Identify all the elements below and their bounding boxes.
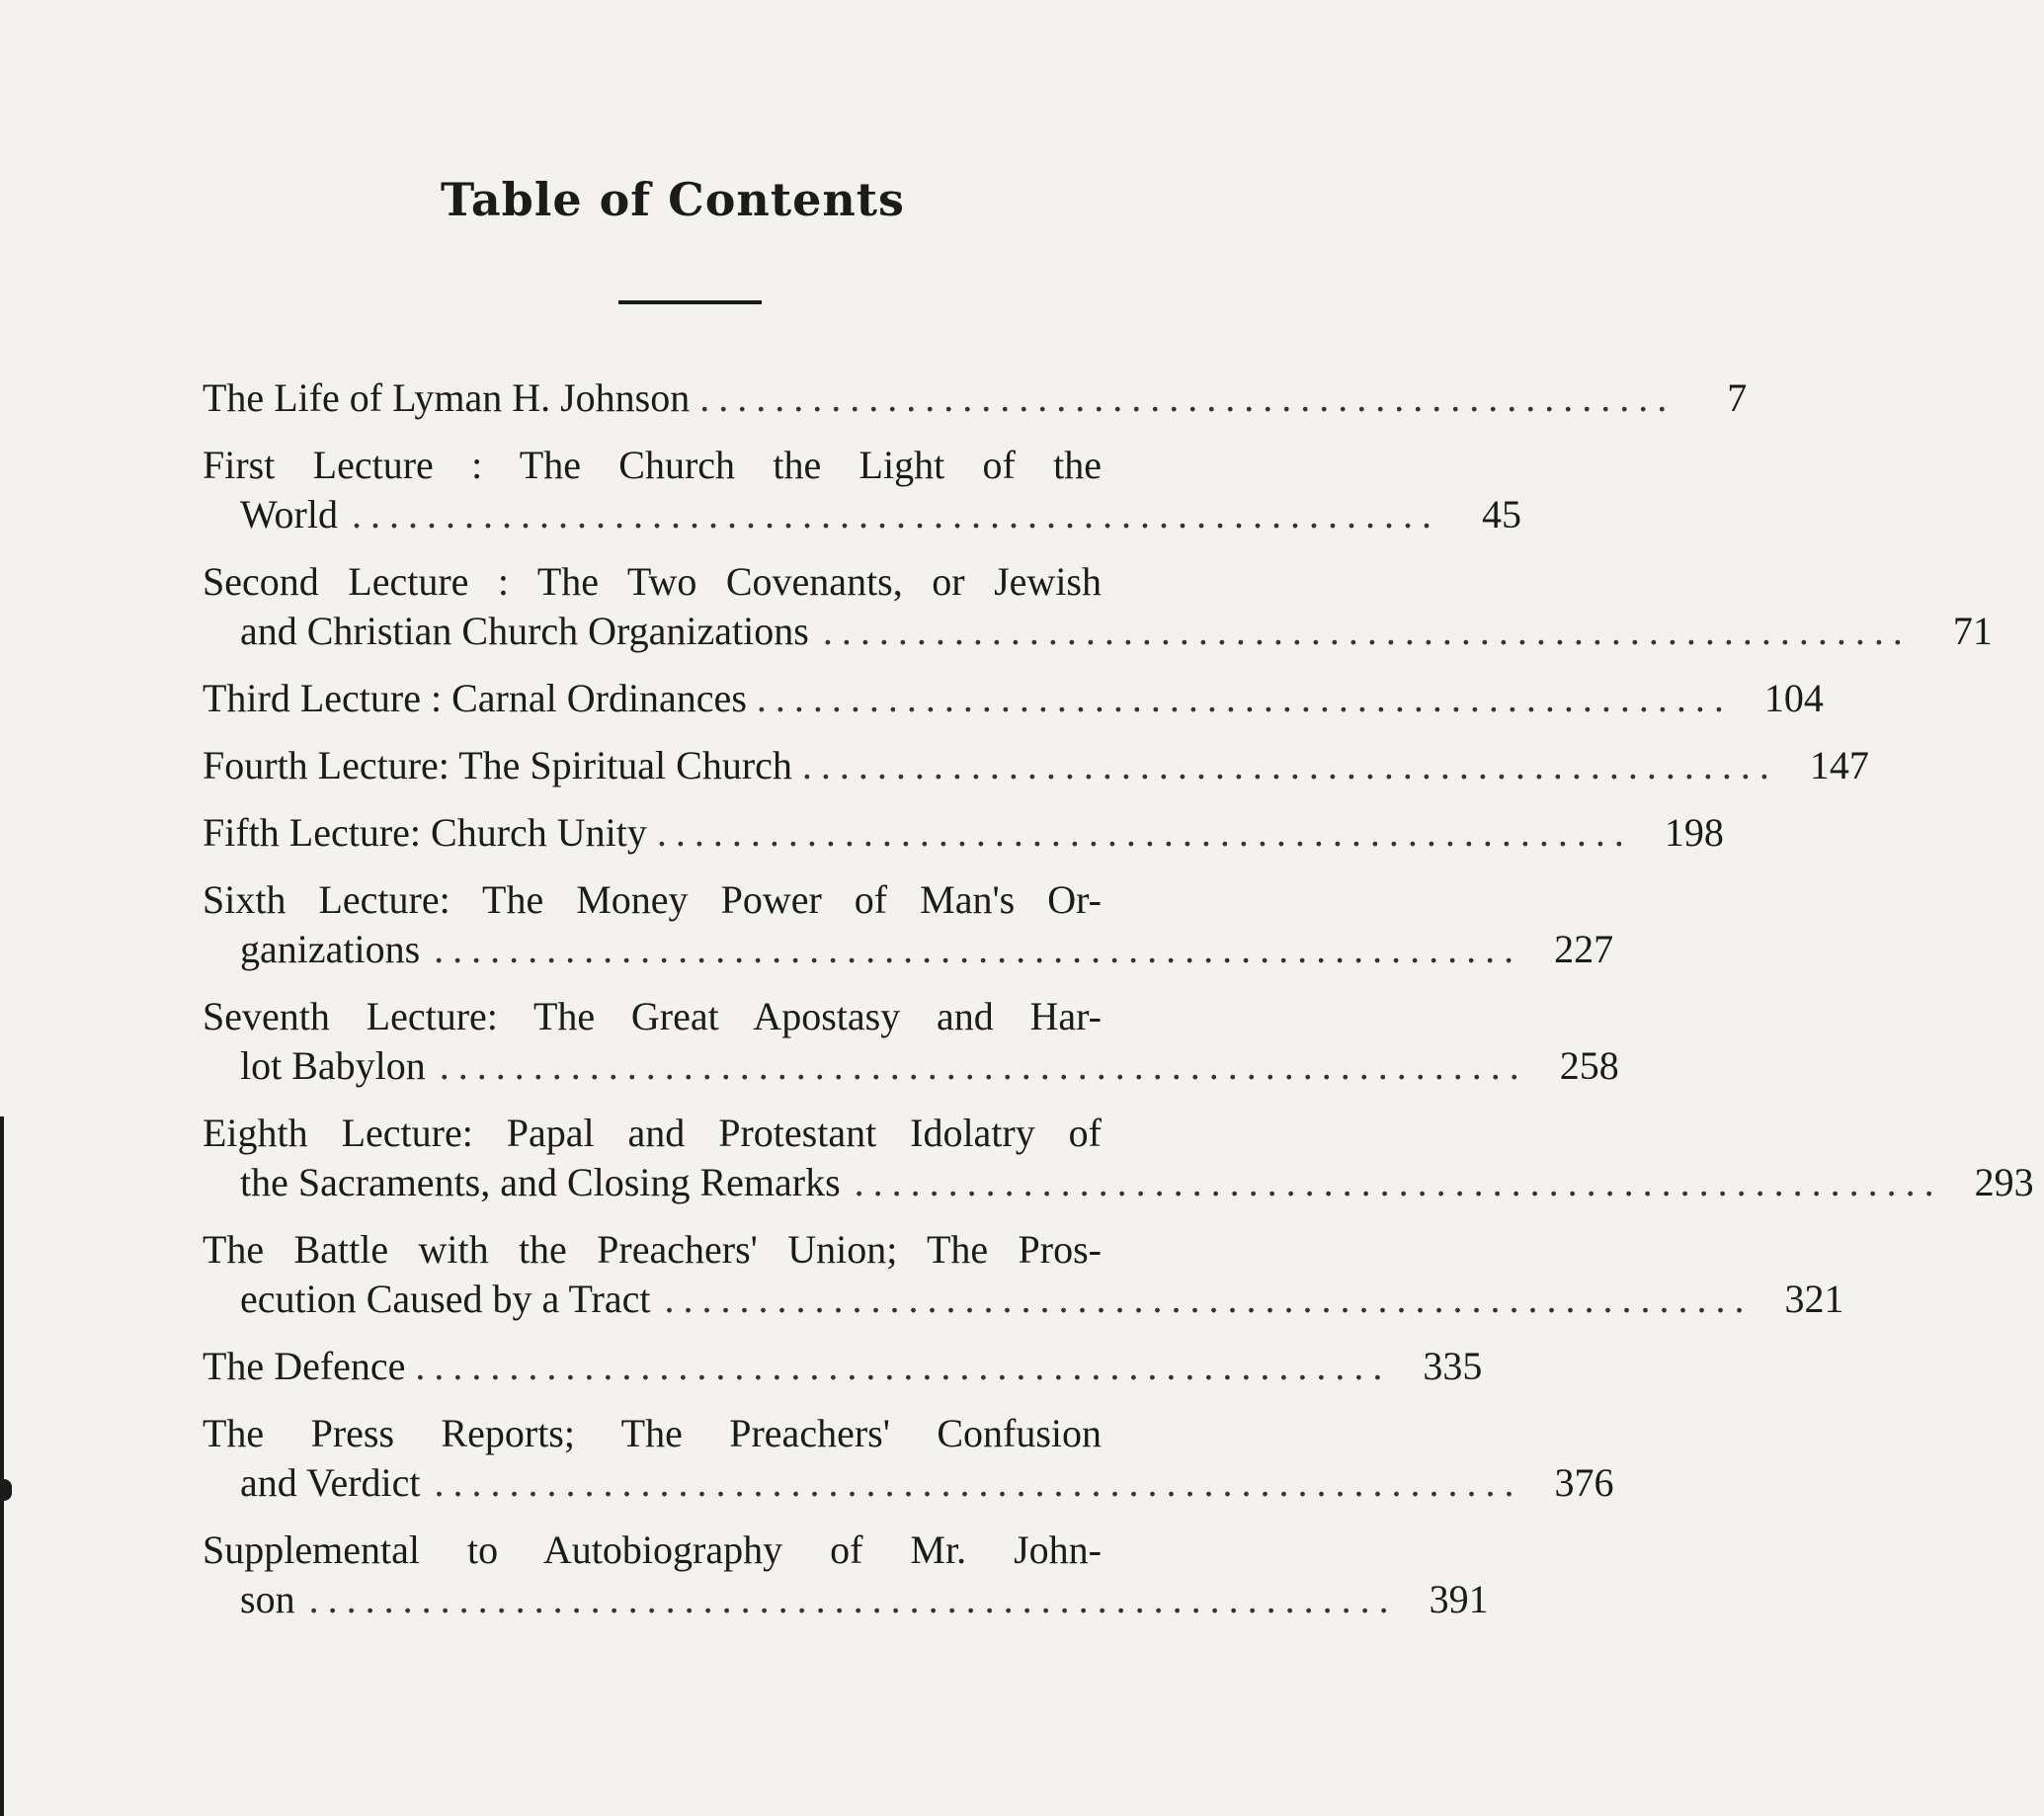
toc-entry-title: The Defence bbox=[203, 1344, 406, 1388]
toc-entry bbox=[203, 1225, 1844, 1324]
toc-entry bbox=[203, 875, 1614, 974]
toc-entry bbox=[203, 741, 1869, 790]
toc-entry bbox=[203, 1526, 1489, 1624]
toc-entry-title-continued: and Christian Church Organizations bbox=[240, 609, 809, 653]
toc-page-number: 104 bbox=[1763, 676, 1824, 720]
toc-entry-title-continued: World bbox=[240, 492, 338, 537]
toc-page-number: 198 bbox=[1664, 810, 1724, 855]
toc-entry-title-continued: the Sacraments, and Closing Remarks bbox=[240, 1160, 841, 1204]
toc-entry-title-continued: son bbox=[240, 1577, 295, 1621]
toc-entry bbox=[203, 373, 1748, 423]
toc-page-number: 227 bbox=[1554, 927, 1614, 971]
toc-page-number: 45 bbox=[1481, 492, 1521, 537]
toc-page-number: 293 bbox=[1974, 1160, 2034, 1204]
page-edge bbox=[0, 1116, 4, 1816]
toc-page-number: 147 bbox=[1809, 743, 1869, 787]
toc-page-number: 321 bbox=[1784, 1277, 1844, 1321]
leader-dots: .................................................... bbox=[656, 810, 1633, 855]
toc-entry bbox=[203, 557, 1993, 656]
toc-page-number: 376 bbox=[1554, 1460, 1614, 1505]
toc-entry-title-continued: ganizations bbox=[240, 927, 421, 971]
leader-dots: .......................................................... bbox=[439, 1043, 1528, 1088]
page-edge-mark bbox=[0, 1479, 12, 1501]
leader-dots: .......................................................... bbox=[351, 492, 1440, 537]
toc-entry bbox=[203, 808, 1724, 858]
toc-entry-title-continued: ecution Caused by a Tract bbox=[240, 1277, 651, 1321]
toc-entry bbox=[203, 674, 1824, 723]
toc-page-number: 335 bbox=[1423, 1344, 1483, 1388]
toc-entry-title: Fifth Lecture: Church Unity bbox=[203, 810, 647, 855]
toc-page-number: 7 bbox=[1727, 375, 1748, 420]
leader-dots: .......................................................... bbox=[308, 1577, 1398, 1621]
leader-dots: .................................................... bbox=[415, 1344, 1392, 1388]
toc-page-number: 258 bbox=[1559, 1043, 1619, 1088]
toc-entry bbox=[203, 1342, 1483, 1391]
toc-page-number: 391 bbox=[1429, 1577, 1489, 1621]
toc-entry-title: Third Lecture : Carnal Ordinances bbox=[203, 676, 747, 720]
toc-entry-title: Eighth Lecture: Papal and Protestant Idolatry of bbox=[203, 1111, 1102, 1155]
toc-entry-title: Fourth Lecture: The Spiritual Church bbox=[203, 743, 792, 787]
toc-entry-title: Seventh Lecture: The Great Apostasy and Har- bbox=[203, 994, 1102, 1038]
toc-entry-title: The Battle with the Preachers' Union; The Pros- bbox=[203, 1227, 1102, 1272]
leader-dots: .................................................... bbox=[756, 676, 1733, 720]
toc-entry-title: Sixth Lecture: The Money Power of Man's Or- bbox=[203, 877, 1102, 922]
toc-entry-title: First Lecture : The Church the Light of the bbox=[203, 443, 1102, 487]
leader-dots: .................................................... bbox=[699, 375, 1676, 420]
toc-entry-title-continued: lot Babylon bbox=[240, 1043, 426, 1088]
toc-entry bbox=[203, 441, 1521, 539]
leader-dots: .......................................................... bbox=[434, 1460, 1523, 1505]
table-of-contents bbox=[203, 373, 2034, 1642]
toc-entry-title: The Life of Lyman H. Johnson bbox=[203, 375, 691, 420]
toc-entry-title: The Press Reports; The Preachers' Confusion bbox=[203, 1411, 1102, 1455]
toc-entry bbox=[203, 1109, 2034, 1207]
leader-dots: .......................................................... bbox=[434, 927, 1523, 971]
leader-dots: .................................................... bbox=[801, 743, 1778, 787]
toc-entry bbox=[203, 1409, 1614, 1508]
toc-entry-title: Second Lecture : The Two Covenants, or Jewish bbox=[203, 559, 1102, 604]
leader-dots: .......................................................... bbox=[854, 1160, 1943, 1204]
toc-page-number: 71 bbox=[1952, 609, 1993, 653]
title-rule bbox=[618, 300, 762, 304]
toc-entry-title-continued: and Verdict bbox=[240, 1460, 421, 1505]
toc-entry-title: Supplemental to Autobiography of Mr. John- bbox=[203, 1527, 1102, 1572]
leader-dots: .......................................................... bbox=[822, 609, 1912, 653]
toc-entry bbox=[203, 992, 1619, 1091]
leader-dots: .......................................................... bbox=[664, 1277, 1754, 1321]
page-title: Table of Contents bbox=[441, 173, 905, 226]
